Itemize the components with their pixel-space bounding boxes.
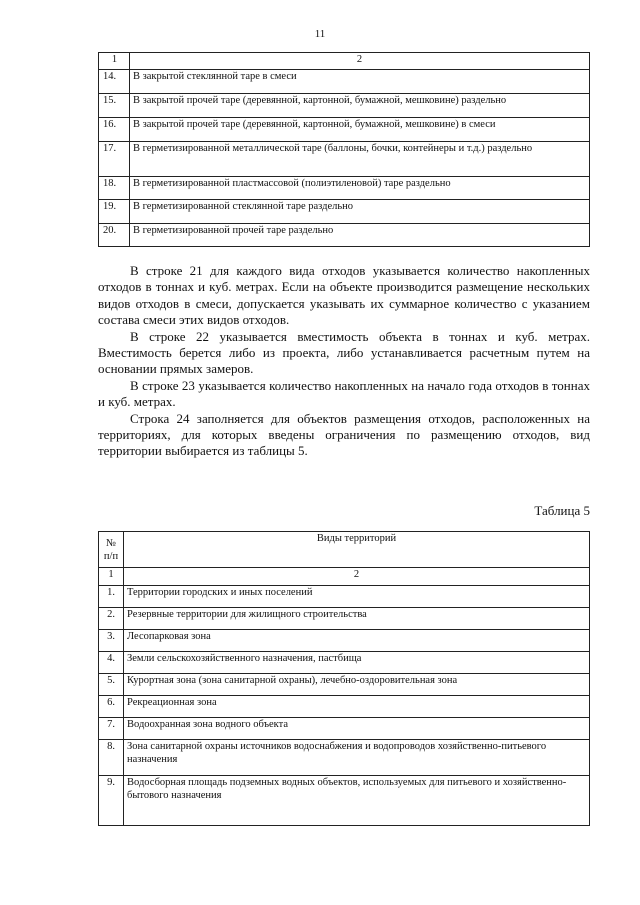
body-text — [98, 263, 590, 460]
row-text: Земли сельскохозяйственного назначения, пастбища — [124, 652, 590, 674]
row-text: Водосборная площадь подземных водных объектов, используемых для питьевого и хозяйственно-бытового назначения — [124, 776, 590, 826]
table-row — [99, 94, 590, 118]
row-text: В герметизированной пластмассовой (полиэтиленовой) таре раздельно — [130, 177, 590, 200]
table-row — [99, 674, 590, 696]
table-row — [99, 177, 590, 200]
header-col-2: Виды территорий — [124, 532, 590, 568]
row-number: 6. — [99, 696, 124, 718]
row-number: 16. — [99, 118, 130, 142]
row-text: Курортная зона (зона санитарной охраны), лечебно-оздоровительная зона — [124, 674, 590, 696]
table-row — [99, 224, 590, 247]
table-row — [99, 118, 590, 142]
table-row — [99, 696, 590, 718]
row-number: 17. — [99, 142, 130, 177]
table-row — [99, 200, 590, 224]
row-text: В закрытой прочей таре (деревянной, картонной, бумажной, мешковине) в смеси — [130, 118, 590, 142]
table-row — [99, 740, 590, 776]
row-number: 14. — [99, 70, 130, 94]
row-number: 15. — [99, 94, 130, 118]
row-text: Рекреационная зона — [124, 696, 590, 718]
table-row — [99, 776, 590, 826]
row-number: 5. — [99, 674, 124, 696]
header-col-2: 2 — [130, 53, 590, 70]
table-row — [99, 608, 590, 630]
table-index-row — [99, 568, 590, 586]
paragraph: В строке 23 указывается количество накопленных на начало года отходов в тоннах и куб. метрах. — [98, 377, 590, 410]
row-text: В герметизированной металлической таре (баллоны, бочки, контейнеры и т.д.) раздельно — [130, 142, 590, 177]
row-number: 7. — [99, 718, 124, 740]
row-text: В герметизированной прочей таре раздельно — [130, 224, 590, 247]
table-row — [99, 70, 590, 94]
table-row — [99, 718, 590, 740]
page-number: 11 — [314, 28, 326, 40]
row-text: В герметизированной стеклянной таре раздельно — [130, 200, 590, 224]
territory-types-table — [98, 531, 590, 826]
row-number: 18. — [99, 177, 130, 200]
index-col-2: 2 — [124, 568, 590, 586]
row-number: 1. — [99, 586, 124, 608]
row-number: 8. — [99, 740, 124, 776]
table-header-row — [99, 53, 590, 70]
row-text: Зона санитарной охраны источников водоснабжения и водопроводов хозяйственно-питьевого назначения — [124, 740, 590, 776]
row-number: 2. — [99, 608, 124, 630]
index-col-1: 1 — [99, 568, 124, 586]
table-header-row — [99, 532, 590, 568]
paragraph: В строке 21 для каждого вида отходов указывается количество накопленных отходов в тоннах и куб. метрах. Если на объекте производится размещение нескольких видов отходов в смеси, допускается указывать их суммарное количество с указанием состава смеси этих видов отходов. — [98, 263, 590, 328]
row-text: В закрытой стеклянной таре в смеси — [130, 70, 590, 94]
waste-storage-table — [98, 52, 590, 247]
paragraph: Строка 24 заполняется для объектов размещения отходов, расположенных на территориях, для которых введены ограничения по размещению отходов, вид территории выбирается из таблицы 5. — [98, 410, 590, 459]
row-text: В закрытой прочей таре (деревянной, картонной, бумажной, мешковине) раздельно — [130, 94, 590, 118]
table-row — [99, 652, 590, 674]
row-text: Лесопарковая зона — [124, 630, 590, 652]
header-col-1: 1 — [99, 53, 130, 70]
header-col-1: № п/п — [99, 532, 124, 568]
row-number: 19. — [99, 200, 130, 224]
table-caption: Таблица 5 — [534, 503, 590, 518]
row-text: Территории городских и иных поселений — [124, 586, 590, 608]
row-text: Резервные территории для жилищного строительства — [124, 608, 590, 630]
table-row — [99, 586, 590, 608]
table-row — [99, 142, 590, 177]
row-number: 9. — [99, 776, 124, 826]
row-number: 20. — [99, 224, 130, 247]
row-number: 4. — [99, 652, 124, 674]
table-row — [99, 630, 590, 652]
paragraph: В строке 22 указывается вместимость объекта в тоннах и куб. метрах. Вместимость берется либо из проекта, либо устанавливается расчетным путем на основании прямых замеров. — [98, 328, 590, 377]
row-text: Водоохранная зона водного объекта — [124, 718, 590, 740]
row-number: 3. — [99, 630, 124, 652]
